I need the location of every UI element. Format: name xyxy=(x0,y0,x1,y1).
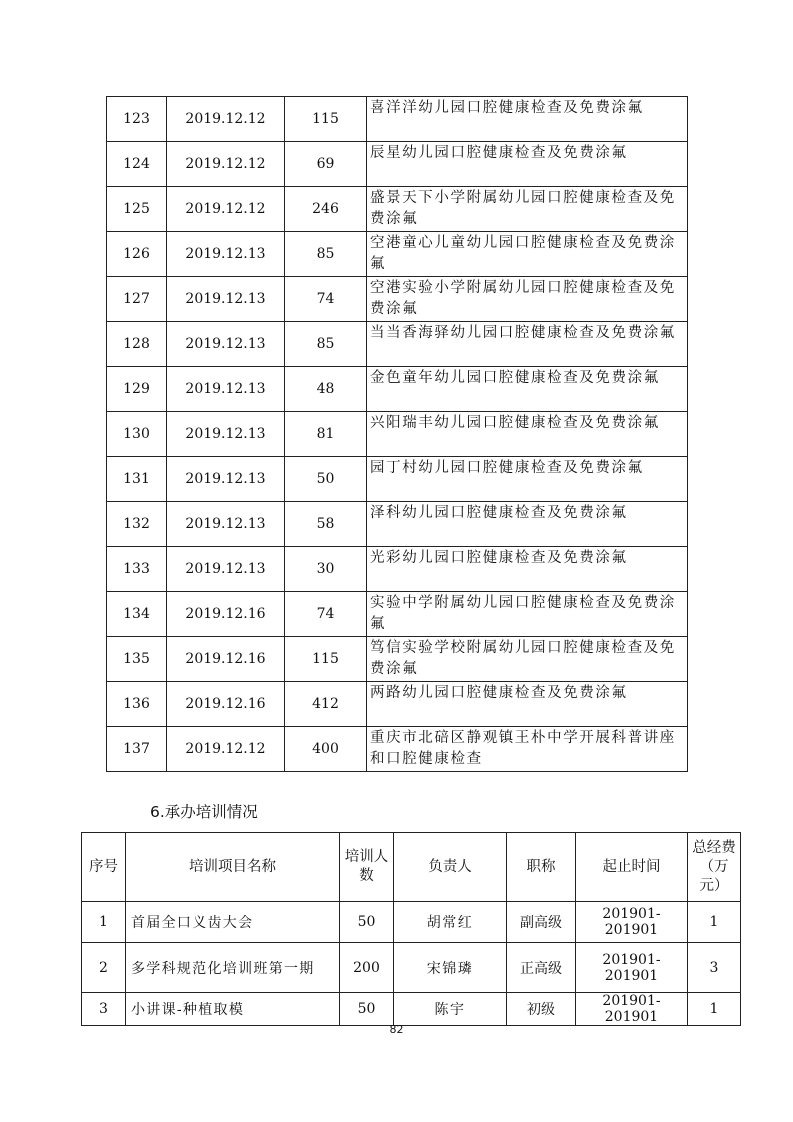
activity-table xyxy=(106,96,688,772)
table-row xyxy=(107,682,688,727)
row-date: 2019.12.12 xyxy=(167,727,285,772)
table-row xyxy=(107,727,688,772)
row-description: 园丁村幼儿园口腔健康检查及免费涂氟 xyxy=(367,457,688,502)
row-description: 空港童心儿童幼儿园口腔健康检查及免费涂氟 xyxy=(367,232,688,277)
row-description: 实验中学附属幼儿园口腔健康检查及免费涂氟 xyxy=(367,592,688,637)
table-header-row xyxy=(82,833,741,902)
row-description: 当当香海驿幼儿园口腔健康检查及免费涂氟 xyxy=(367,322,688,367)
header-fee-line3: 元） xyxy=(699,877,729,894)
row-number: 135 xyxy=(107,637,167,682)
training-leader: 胡常红 xyxy=(394,902,507,943)
row-date: 2019.12.16 xyxy=(167,637,285,682)
row-number: 130 xyxy=(107,412,167,457)
row-number: 123 xyxy=(107,97,167,142)
table-row xyxy=(107,457,688,502)
row-number: 136 xyxy=(107,682,167,727)
training-trainees: 50 xyxy=(340,993,394,1026)
training-table xyxy=(81,832,741,1026)
table-row xyxy=(107,97,688,142)
row-number: 134 xyxy=(107,592,167,637)
table-row xyxy=(107,367,688,412)
training-period: 201901-201901 xyxy=(576,993,688,1026)
row-date: 2019.12.16 xyxy=(167,682,285,727)
table-row xyxy=(107,322,688,367)
row-count: 115 xyxy=(285,637,367,682)
table-row xyxy=(107,592,688,637)
row-date: 2019.12.12 xyxy=(167,142,285,187)
training-number: 1 xyxy=(82,902,126,943)
row-description: 空港实验小学附属幼儿园口腔健康检查及免费涂氟 xyxy=(367,277,688,322)
row-count: 412 xyxy=(285,682,367,727)
row-date: 2019.12.13 xyxy=(167,367,285,412)
table-row xyxy=(107,232,688,277)
table-row xyxy=(82,943,741,993)
header-trainees xyxy=(340,833,394,902)
training-project-name: 多学科规范化培训班第一期 xyxy=(126,943,340,993)
row-count: 400 xyxy=(285,727,367,772)
row-number: 125 xyxy=(107,187,167,232)
training-trainees: 50 xyxy=(340,902,394,943)
header-title: 职称 xyxy=(507,833,576,902)
row-count: 74 xyxy=(285,277,367,322)
header-fee-line1: 总经费 xyxy=(692,839,736,856)
row-description: 两路幼儿园口腔健康检查及免费涂氟 xyxy=(367,682,688,727)
row-number: 137 xyxy=(107,727,167,772)
row-description: 盛景天下小学附属幼儿园口腔健康检查及免费涂氟 xyxy=(367,187,688,232)
row-description: 兴阳瑞丰幼儿园口腔健康检查及免费涂氟 xyxy=(367,412,688,457)
training-fee: 1 xyxy=(688,993,741,1026)
row-date: 2019.12.12 xyxy=(167,187,285,232)
table-row xyxy=(107,502,688,547)
row-count: 69 xyxy=(285,142,367,187)
table-row xyxy=(107,412,688,457)
row-description: 泽科幼儿园口腔健康检查及免费涂氟 xyxy=(367,502,688,547)
training-project-name: 小讲课-种植取模 xyxy=(126,993,340,1026)
row-date: 2019.12.12 xyxy=(167,97,285,142)
table-row xyxy=(107,187,688,232)
row-number: 131 xyxy=(107,457,167,502)
training-title: 初级 xyxy=(507,993,576,1026)
training-leader: 陈宇 xyxy=(394,993,507,1026)
training-trainees: 200 xyxy=(340,943,394,993)
header-fee xyxy=(688,833,741,902)
row-date: 2019.12.13 xyxy=(167,232,285,277)
table-row xyxy=(107,547,688,592)
row-count: 85 xyxy=(285,232,367,277)
training-fee: 3 xyxy=(688,943,741,993)
row-number: 132 xyxy=(107,502,167,547)
training-number: 3 xyxy=(82,993,126,1026)
section-title: 6.承办培训情况 xyxy=(150,803,258,821)
training-title: 正高级 xyxy=(507,943,576,993)
training-project-name: 首届全口义齿大会 xyxy=(126,902,340,943)
row-description: 辰星幼儿园口腔健康检查及免费涂氟 xyxy=(367,142,688,187)
row-count: 48 xyxy=(285,367,367,412)
row-count: 246 xyxy=(285,187,367,232)
training-leader: 宋锦璘 xyxy=(394,943,507,993)
row-number: 126 xyxy=(107,232,167,277)
training-period: 201901-201901 xyxy=(576,902,688,943)
header-number: 序号 xyxy=(82,833,126,902)
table-row xyxy=(107,277,688,322)
training-period: 201901-201901 xyxy=(576,943,688,993)
row-count: 74 xyxy=(285,592,367,637)
table-row xyxy=(107,142,688,187)
row-date: 2019.12.13 xyxy=(167,412,285,457)
row-number: 128 xyxy=(107,322,167,367)
row-description: 重庆市北碚区静观镇王朴中学开展科普讲座和口腔健康检查 xyxy=(367,727,688,772)
table-row xyxy=(82,993,741,1026)
header-fee-line2: （万 xyxy=(699,858,729,875)
header-leader: 负责人 xyxy=(394,833,507,902)
training-title: 副高级 xyxy=(507,902,576,943)
row-description: 光彩幼儿园口腔健康检查及免费涂氟 xyxy=(367,547,688,592)
row-date: 2019.12.16 xyxy=(167,592,285,637)
row-count: 85 xyxy=(285,322,367,367)
row-count: 115 xyxy=(285,97,367,142)
training-number: 2 xyxy=(82,943,126,993)
table-row xyxy=(82,902,741,943)
row-number: 124 xyxy=(107,142,167,187)
page-number: 82 xyxy=(389,1023,404,1036)
row-count: 81 xyxy=(285,412,367,457)
row-count: 30 xyxy=(285,547,367,592)
row-number: 129 xyxy=(107,367,167,412)
row-number: 133 xyxy=(107,547,167,592)
row-description: 金色童年幼儿园口腔健康检查及免费涂氟 xyxy=(367,367,688,412)
row-description: 笃信实验学校附属幼儿园口腔健康检查及免费涂氟 xyxy=(367,637,688,682)
row-number: 127 xyxy=(107,277,167,322)
row-date: 2019.12.13 xyxy=(167,547,285,592)
training-fee: 1 xyxy=(688,902,741,943)
table-row xyxy=(107,637,688,682)
row-date: 2019.12.13 xyxy=(167,502,285,547)
row-count: 50 xyxy=(285,457,367,502)
row-count: 58 xyxy=(285,502,367,547)
header-trainees-line2: 数 xyxy=(359,868,374,884)
header-project-name: 培训项目名称 xyxy=(126,833,340,902)
row-date: 2019.12.13 xyxy=(167,322,285,367)
header-period: 起止时间 xyxy=(576,833,688,902)
row-description: 喜洋洋幼儿园口腔健康检查及免费涂氟 xyxy=(367,97,688,142)
row-date: 2019.12.13 xyxy=(167,457,285,502)
row-date: 2019.12.13 xyxy=(167,277,285,322)
header-trainees-line1: 培训人 xyxy=(344,849,389,865)
